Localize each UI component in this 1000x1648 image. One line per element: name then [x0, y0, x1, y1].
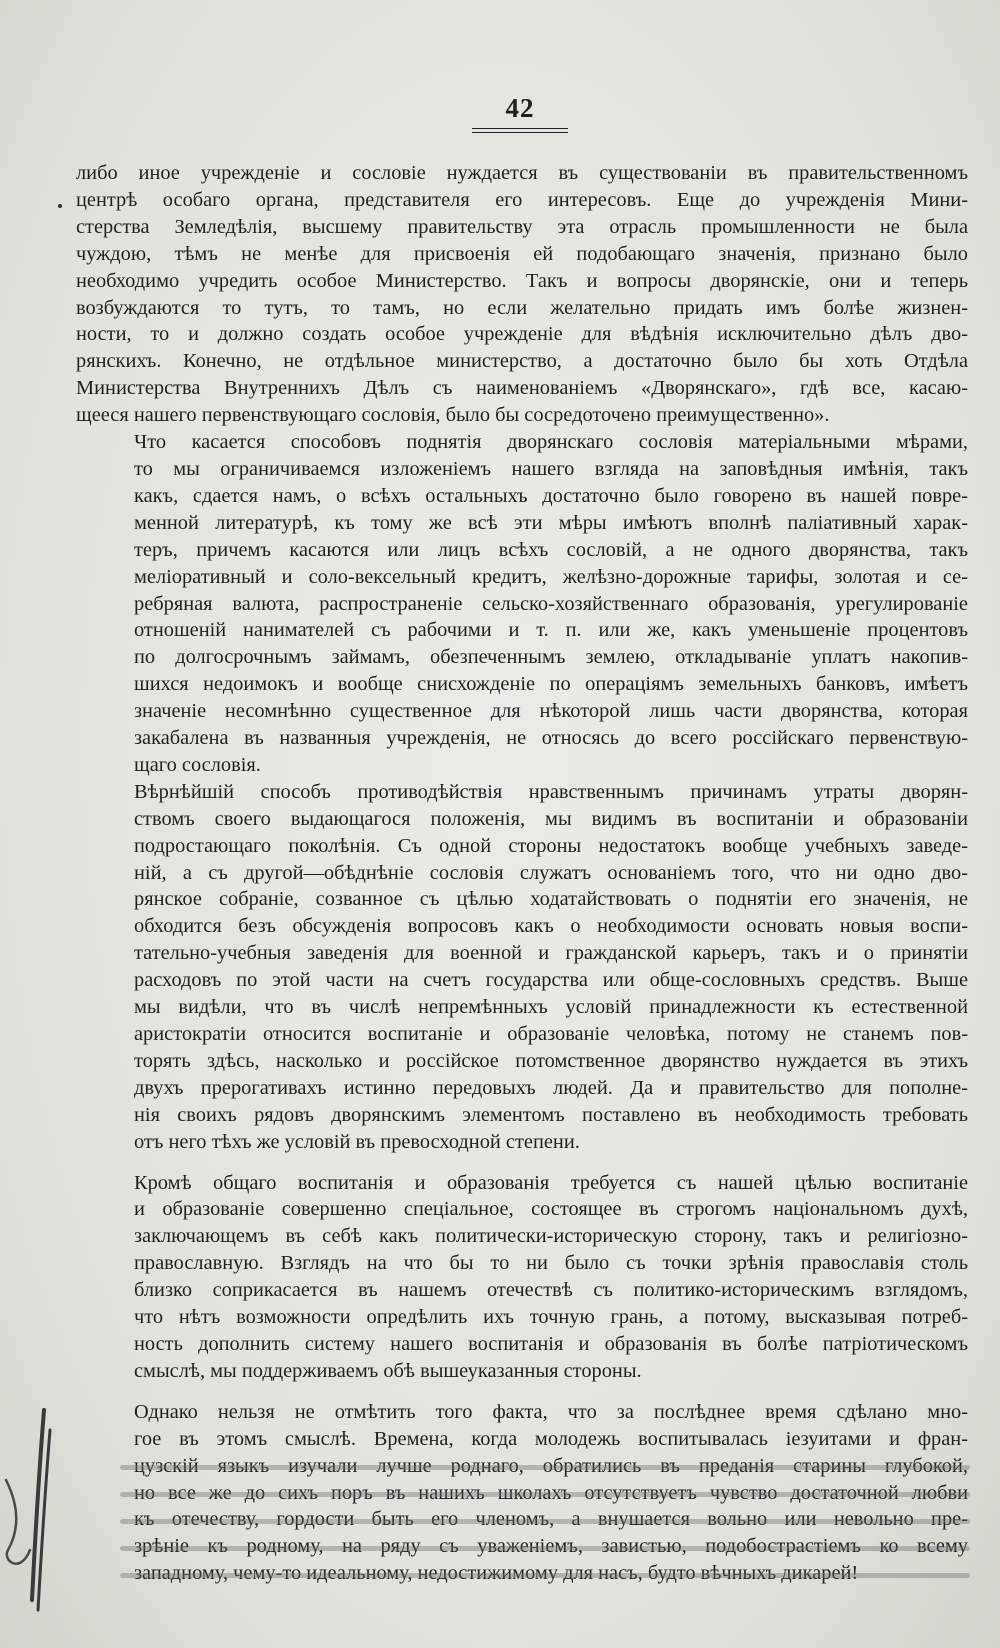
paragraph-4: [76, 1170, 968, 1385]
text-line: щаго сословія.: [134, 753, 261, 776]
text-line: отношеній нанимателей съ рабочими и т. п. или же, какъ уменьшеніе процентовъ: [134, 619, 968, 642]
text-line: ствомъ своего выдающагося положенія, мы видимъ въ воспитаніи и образованіи: [134, 807, 968, 830]
text-line underlined: цузскій языкъ изучали лучше роднаго, обратились въ преданія старины глубокой,: [134, 1454, 968, 1477]
text-line: двухъ прерогативахъ истинно передовыхъ людей. Да и правительство для пополне-: [134, 1076, 968, 1099]
text-line: аристократіи относится воспитаніе и образованіе человѣка, потому не станемъ пов-: [134, 1023, 968, 1045]
text-line: обходится безъ обсужденія вопросовъ какъ о необходимости основать новыя воспи-: [134, 915, 968, 938]
text-line: Министерства Внутреннихъ Дѣлъ съ наименованіемъ «Дворянскаго», гдѣ все, касаю-: [76, 377, 968, 400]
text-line: и образованіе совершенно спеціальное, состоящее въ строгомъ національномъ духѣ,: [134, 1198, 968, 1221]
handwritten-margin-mark: [0, 1400, 60, 1620]
text-line: торять здѣсь, насколько и россійское потомственное дворянство нуждается въ этихъ: [134, 1049, 968, 1072]
body-text: [76, 160, 968, 1587]
text-line: близко соприкасается въ нашемъ отечествѣ съ политико-историческимъ взглядомъ,: [134, 1279, 968, 1302]
paragraph-1: [76, 160, 968, 429]
text-line: Кромѣ общаго воспитанія и образованія требуется съ нашей цѣлью воспитаніе: [134, 1171, 968, 1194]
paragraph-3: [76, 779, 968, 1156]
text-line: что нѣтъ возможности опредѣлить ихъ точную грань, а потому, высказывая потреб-: [134, 1306, 968, 1329]
text-line underlined: къ отечеству, гордости быть его членомъ, а внушается вольно или невольно пре-: [134, 1508, 968, 1531]
text-line: рянскихъ. Конечно, не отдѣльное министерство, а достаточно было бы хоть Отдѣла: [76, 350, 968, 373]
text-line: необходимо учредить особое Министерство. Такъ и вопросы дворянскіе, они и теперь: [76, 269, 968, 292]
text-line: возбуждаются то тутъ, то тамъ, но если желательно придать имъ болѣе жизнен-: [76, 296, 968, 319]
pencil-underline-mark: [120, 1465, 970, 1470]
text-line: закабалена въ названныя учрежденія, не относясь до всего россійскаго первенствую-: [134, 727, 968, 750]
pencil-underline-mark: [120, 1546, 970, 1551]
text-line: то мы ограничиваемся изложеніемъ нашего взгляда на заповѣдныя имѣнія, такъ: [134, 457, 968, 480]
text-line: по долгосрочнымъ займамъ, обезпеченнымъ землею, откладываніе уплатъ накопив-: [134, 646, 968, 669]
text-line underlined: зрѣніе къ родному, на ряду съ уваженіемъ, завистью, подобострастіемъ ко всему: [134, 1535, 968, 1558]
text-line: расходовъ по этой части на счетъ государства или обще-сословныхъ средствъ. Выше: [134, 969, 968, 992]
text-line: какъ, сдается намъ, о всѣхъ остальныхъ достаточно было говорено въ нашей повре-: [134, 484, 968, 507]
text-line: смыслѣ, мы поддерживаемъ обѣ вышеуказанныя стороны.: [134, 1359, 642, 1382]
text-line: меліоративный и соло-вексельный кредитъ, желѣзно-дорожные тарифы, золотая и се-: [134, 565, 968, 588]
text-line: мы видѣли, что въ числѣ непремѣнныхъ условій принадлежности къ естественной: [134, 996, 968, 1019]
text-line: подростающаго поколѣнія. Съ одной стороны недостатокъ вообще учебныхъ заведе-: [134, 834, 968, 857]
header-rule-bottom: [472, 132, 568, 133]
text-line: значеніе несомнѣнно существенное для нѣкоторой лишь части дворянства, которая: [134, 700, 968, 723]
page-number: 42: [505, 93, 535, 123]
text-line: тательно-учебныя заведенія для военной и гражданской карьеръ, такъ и о принятіи: [134, 942, 968, 965]
text-line: заключающемъ въ себѣ какъ политически-историческую сторону, такъ и религіозно-: [134, 1225, 968, 1248]
text-line: центрѣ особаго органа, представителя его интересовъ. Еще до учрежденія Мини-: [76, 188, 968, 211]
text-line underlined: западному, чему-то идеальному, недостижимому для насъ, будто вѣчныхъ дикарей!: [134, 1562, 859, 1585]
ink-dot-mark: [58, 204, 62, 208]
text-line: Что касается способовъ поднятія дворянскаго сословія матеріальными мѣрами,: [134, 431, 968, 454]
text-line: ность дополнить систему нашего воспитанія и образованія въ болѣе патріотическомъ: [134, 1332, 968, 1355]
text-line: шихся недоимокъ и вообще снисхожденіе по операціямъ земельныхъ банковъ, имѣетъ: [134, 673, 968, 696]
text-line: Однако нельзя не отмѣтить того факта, что за послѣднее время сдѣлано мно-: [134, 1400, 968, 1423]
pencil-underline-mark: [120, 1519, 970, 1524]
header-rule-top: [472, 128, 568, 129]
text-line: Вѣрнѣйшій способъ противодѣйствія нравственнымъ причинамъ утраты дворян-: [134, 780, 968, 803]
text-line underlined: но все же до сихъ поръ въ нашихъ школахъ отсутствуетъ чувство достаточной любви: [134, 1481, 968, 1504]
text-line: стерства Земледѣлія, высшему правительству эта отрасль промышленности не была: [76, 215, 968, 238]
text-line: либо иное учрежденіе и сословіе нуждается въ существованіи въ правительственномъ: [76, 162, 968, 184]
text-line: ребряная валюта, распространеніе сельско-хозяйственнаго образованія, урегулированіе: [134, 592, 968, 615]
text-line: отъ него тѣхъ же условій въ превосходной степени.: [134, 1130, 580, 1153]
text-line: ній, а съ другой—обѣднѣніе сословія служатъ основаніемъ того, что ни одно дво-: [134, 861, 968, 884]
text-line: чуждою, тѣмъ не менѣе для присвоенія ей подобающаго значенія, признано было: [76, 242, 968, 265]
text-line: нія своихъ рядовъ дворянскимъ элементомъ поставлено въ необходимость требовать: [134, 1103, 968, 1126]
text-line: щееся нашего первенствующаго сословія, было бы сосредоточено преимущественно».: [76, 404, 830, 427]
text-line: рянское собраніе, созванное съ цѣлью ходатайствовать о поднятіи его значенія, не: [134, 888, 968, 911]
pencil-underline-mark: [120, 1492, 970, 1497]
page-header: [470, 92, 570, 133]
text-line: теръ, причемъ касаются или лицъ всѣхъ сословій, а не одного дворянства, такъ: [134, 538, 968, 561]
text-line: менной литературѣ, къ тому же всѣ эти мѣры имѣютъ вполнѣ паліативный харак-: [134, 511, 968, 534]
paragraph-2: [76, 429, 968, 779]
pencil-underline-mark: [120, 1573, 970, 1578]
text-line: православную. Взглядъ на что бы то ни было съ точки зрѣнія православія столь: [134, 1252, 968, 1275]
text-line: ности, то и должно создать особое учрежденіе для вѣдѣнія исключительно дѣлъ дво-: [76, 323, 968, 346]
text-line: гое въ этомъ смыслѣ. Времена, когда молодежь воспитывалась іезуитами и фран-: [134, 1427, 968, 1450]
